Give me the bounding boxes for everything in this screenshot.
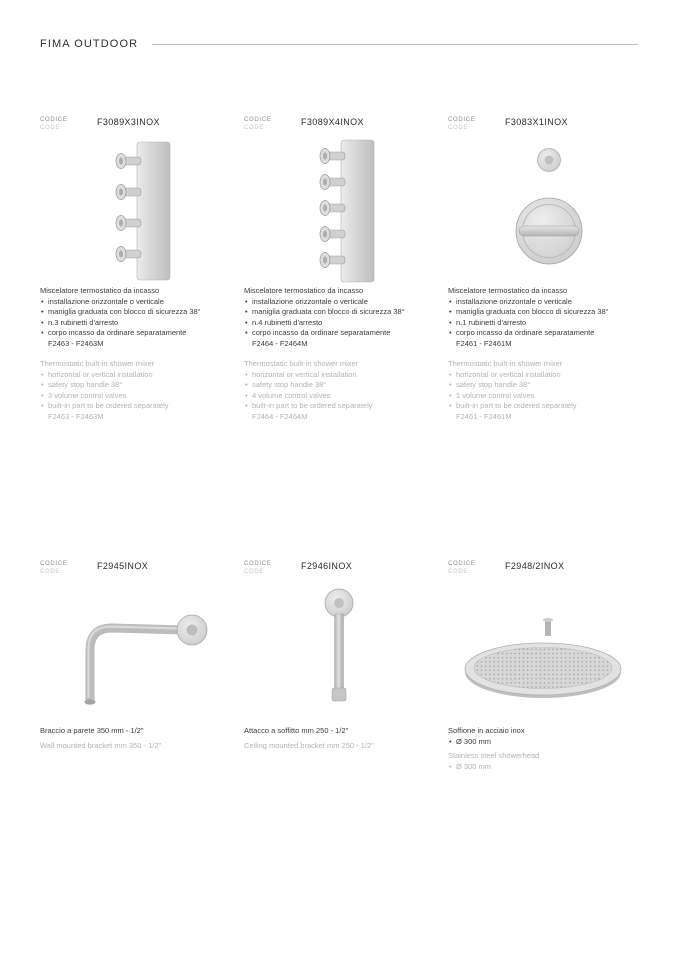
bullet-it: • n.3 rubinetti d'arresto bbox=[40, 318, 212, 329]
code-labels bbox=[40, 560, 97, 576]
product-title-en: Thermostatic built-in shower mixer bbox=[448, 359, 563, 369]
product-title-it: Miscelatore termostatico da incasso bbox=[40, 286, 160, 296]
bullet-it: • Ø 300 mm bbox=[448, 737, 620, 748]
description-english bbox=[40, 359, 212, 422]
bullet-en: • built-in part to be ordered separately bbox=[244, 401, 416, 412]
code-label: CODE bbox=[448, 569, 469, 576]
mixer-1-valve-illustration bbox=[483, 136, 603, 286]
page-header bbox=[40, 38, 638, 50]
code-labels bbox=[448, 116, 505, 132]
bullet-it: • installazione orizzontale o verticale bbox=[40, 297, 212, 308]
product-image-ceiling-mounted-shower-arm bbox=[244, 580, 434, 726]
product-code: F3083X1INOX bbox=[505, 117, 568, 127]
bullet-it: • installazione orizzontale o verticale bbox=[244, 297, 416, 308]
bullet-en: • safety stop handle 38° bbox=[244, 380, 416, 391]
product-code: F2946INOX bbox=[301, 561, 353, 572]
description-english bbox=[244, 359, 416, 422]
order-codes-it: F2461 - F2461M bbox=[456, 338, 512, 348]
codice-label: CODICE bbox=[40, 117, 68, 123]
product-title-it: Soffione in acciaio inox bbox=[448, 726, 525, 736]
order-codes-it: F2464 - F2464M bbox=[252, 338, 308, 348]
product-title-it: Attacco a soffitto mm 250 - 1/2" bbox=[244, 726, 349, 736]
code-labels bbox=[40, 116, 97, 132]
codice-label: CODICE bbox=[244, 117, 272, 123]
code-label: CODE bbox=[244, 125, 265, 131]
product-title-it: Miscelatore termostatico da incasso bbox=[448, 286, 568, 296]
brand-title: FIMA OUTDOOR bbox=[40, 38, 139, 50]
product-code: F3089X3INOX bbox=[97, 117, 160, 127]
bullet-en: • 1 volume control valves bbox=[448, 391, 620, 402]
bullet-it: • n.1 rubinetti d'arresto bbox=[448, 318, 620, 329]
order-codes-en: F2463 - F2463M bbox=[48, 411, 104, 421]
product-title-it: Miscelatore termostatico da incasso bbox=[244, 286, 364, 296]
wall-arm-illustration bbox=[50, 580, 220, 726]
bullet-en: • safety stop handle 38° bbox=[40, 380, 212, 391]
product-card-f3089x4inox bbox=[244, 116, 434, 422]
description-italian bbox=[244, 726, 416, 737]
description-italian bbox=[448, 286, 620, 349]
code-labels bbox=[244, 560, 301, 576]
bullet-en: • safety stop handle 38° bbox=[448, 380, 620, 391]
product-code: F2948/2INOX bbox=[505, 561, 565, 572]
bullet-en: • horizontal or vertical installation bbox=[448, 370, 620, 381]
bullet-en: • 4 volume control valves bbox=[244, 391, 416, 402]
description-english bbox=[448, 751, 620, 772]
codice-label: CODICE bbox=[40, 561, 68, 568]
product-image-stainless-steel-showerhead bbox=[448, 580, 638, 726]
code-label: CODE bbox=[40, 569, 61, 576]
product-row-2 bbox=[40, 560, 638, 772]
description-italian bbox=[448, 726, 620, 747]
codice-label: CODICE bbox=[448, 561, 476, 568]
card-head bbox=[448, 116, 638, 132]
card-head bbox=[40, 116, 230, 132]
code-label: CODE bbox=[448, 125, 469, 131]
order-codes-it: F2463 - F2463M bbox=[48, 338, 104, 348]
bullet-en: • 3 volume control valves bbox=[40, 391, 212, 402]
code-labels bbox=[448, 560, 505, 576]
code-label: CODE bbox=[40, 125, 61, 131]
bullet-it: • maniglia graduata con blocco di sicurezza 38° bbox=[40, 307, 212, 318]
bullet-it: • corpo incasso da ordinare separatamente bbox=[40, 328, 212, 339]
code-labels bbox=[244, 116, 301, 132]
codice-label: CODICE bbox=[448, 117, 476, 123]
bullet-en: • built-in part to be ordered separately bbox=[448, 401, 620, 412]
description-italian bbox=[40, 286, 212, 349]
product-title-en: Thermostatic built-in shower mixer bbox=[244, 359, 359, 369]
card-head bbox=[244, 560, 434, 576]
bullet-en: • built-in part to be ordered separately bbox=[40, 401, 212, 412]
card-head bbox=[448, 560, 638, 576]
order-codes-en: F2464 - F2464M bbox=[252, 411, 308, 421]
product-card-f3089x3inox bbox=[40, 116, 230, 422]
product-row-1 bbox=[40, 116, 638, 422]
product-card-f3083x1inox bbox=[448, 116, 638, 422]
product-image-thermostatic-mixer-3-valves bbox=[40, 136, 230, 286]
product-code: F2945INOX bbox=[97, 561, 149, 572]
product-title-it: Braccio a parete 350 mm - 1/2" bbox=[40, 726, 144, 736]
product-code: F3089X4INOX bbox=[301, 117, 364, 127]
card-head bbox=[244, 116, 434, 132]
mixer-3-valves-illustration bbox=[75, 136, 195, 286]
product-image-thermostatic-mixer-4-valves bbox=[244, 136, 434, 286]
showerhead-illustration bbox=[450, 580, 636, 726]
product-card-f2946inox bbox=[244, 560, 434, 772]
card-head bbox=[40, 560, 230, 576]
description-english bbox=[40, 741, 212, 752]
mixer-4-valves-illustration bbox=[279, 136, 399, 286]
product-title-en: Wall mounted bracket mm 350 - 1/2" bbox=[40, 740, 162, 750]
header-rule bbox=[152, 44, 638, 45]
bullet-en: • horizontal or vertical installation bbox=[244, 370, 416, 381]
product-image-wall-mounted-shower-arm bbox=[40, 580, 230, 726]
product-title-en: Thermostatic built-in shower mixer bbox=[40, 359, 155, 369]
code-label: CODE bbox=[244, 569, 265, 576]
bullet-en: • Ø 300 mm bbox=[448, 762, 620, 773]
codice-label: CODICE bbox=[244, 561, 272, 568]
bullet-it: • maniglia graduata con blocco di sicurezza 38° bbox=[448, 307, 620, 318]
description-english bbox=[244, 741, 416, 752]
product-title-en: Stainless steel showerhead bbox=[448, 751, 540, 761]
bullet-it: • n.4 rubinetti d'arresto bbox=[244, 318, 416, 329]
description-italian bbox=[244, 286, 416, 349]
order-codes-en: F2461 - F2461M bbox=[456, 411, 512, 421]
bullet-it: • corpo incasso da ordinare separatamente bbox=[448, 328, 620, 339]
description-italian bbox=[40, 726, 212, 737]
description-english bbox=[448, 359, 620, 422]
bullet-it: • maniglia graduata con blocco di sicurezza 38° bbox=[244, 307, 416, 318]
product-image-thermostatic-mixer-1-valve bbox=[448, 136, 638, 286]
product-card-f2945inox bbox=[40, 560, 230, 772]
bullet-it: • corpo incasso da ordinare separatamente bbox=[244, 328, 416, 339]
product-card-f2948-2inox bbox=[448, 560, 638, 772]
bullet-it: • installazione orizzontale o verticale bbox=[448, 297, 620, 308]
product-title-en: Ceiling mounted bracket mm 250 - 1/2" bbox=[244, 740, 374, 750]
ceiling-arm-illustration bbox=[254, 580, 424, 726]
bullet-en: • horizontal or vertical installation bbox=[40, 370, 212, 381]
